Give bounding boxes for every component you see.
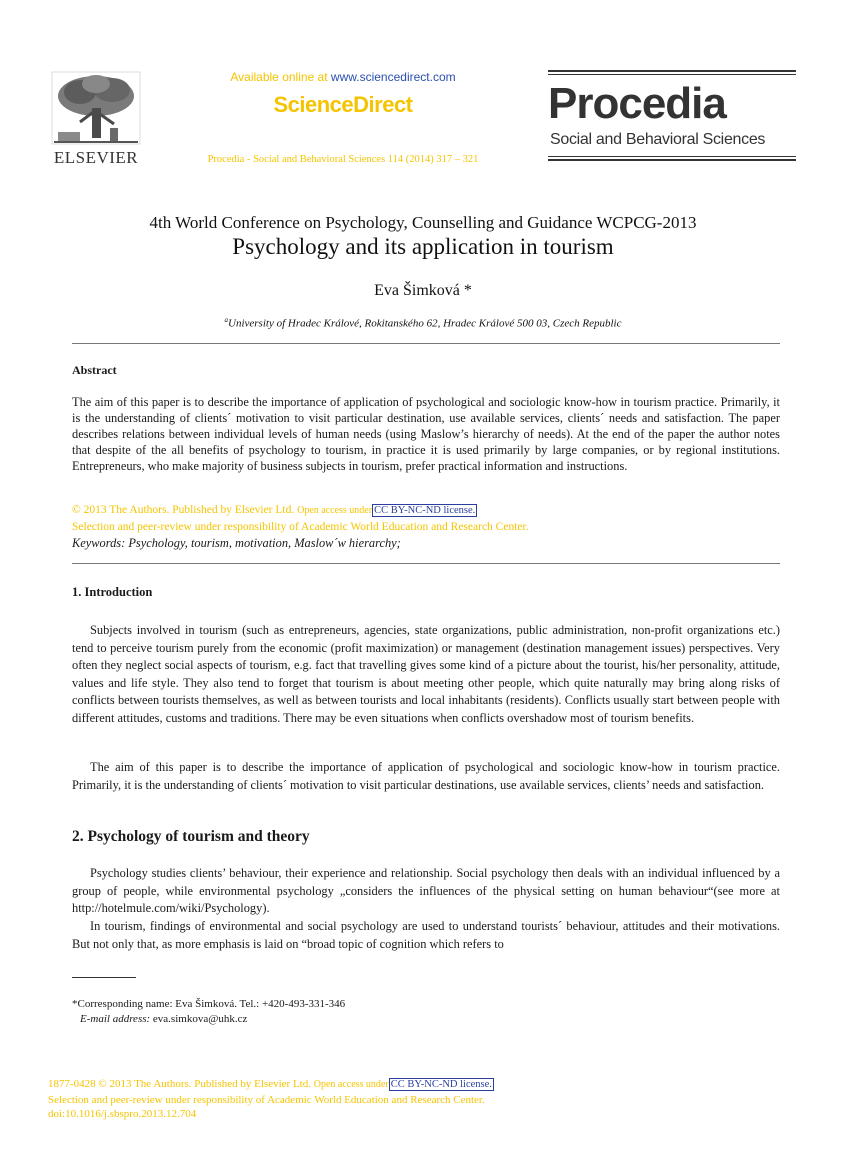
bottom-publication-info <box>48 1077 748 1122</box>
section2-paragraph-1: Psychology studies clients’ behaviour, their experience and relationship. Social psychology then deals with an individual influenced by a group of people, while environmental psychology „considers the influences of the physical setting on human behaviour“(see more at http://hotelmule.com/wiki/Psychology). <box>72 866 780 916</box>
available-prefix: Available online at <box>230 70 328 84</box>
section2-heading: 2. Psychology of tourism and theory <box>72 828 310 845</box>
section2-paragraph-2: In tourism, findings of environmental and social psychology are used to understand tourists´ behaviour, attitudes and their motivations. But not only that, as more emphasis is laid on “broad topic of cognition which refers to <box>72 919 780 951</box>
intro-paragraph-2: The aim of this paper is to describe the importance of application of psychological and sociologic know-how in tourism practice. Primarily, it is the understanding of clients´ motivation to visit particular destinations, use available services, clients’ needs and satisfaction. <box>72 760 780 792</box>
email-address[interactable]: eva.simkova@uhk.cz <box>152 1013 248 1025</box>
procedia-top-rule-thin <box>548 74 796 75</box>
abstract-text: The aim of this paper is to describe the importance of application of psychological and sociologic know-how in tourism practice. Primarily, it is the understanding of clients´ motivation to visit particular destination, use available services, clients´ needs and satisfaction. The paper describes relations between individual levels of human needs (using Maslow’s hierarchy of needs). At the end of the paper the author notes that despite of the all benefits of psychology to tourism, in practice it is used primarily by large companies, or by regional institutions. Entrepreneurs, who make majority of business subjects in tourism, prefer practical information and instructions. <box>72 395 780 473</box>
affiliation-marker: a <box>224 316 228 324</box>
footnote-rule <box>72 977 136 978</box>
bottom-license-link[interactable]: CC BY-NC-ND license. <box>390 1079 492 1090</box>
copyright-text: © 2013 The Authors. Published by Elsevier Ltd. <box>72 504 295 516</box>
journal-reference: Procedia - Social and Behavioral Sciences 114 (2014) 317 – 321 <box>207 154 479 165</box>
procedia-subtitle: Social and Behavioral Sciences <box>550 131 766 148</box>
divider-top <box>72 343 780 344</box>
paper-title: Psychology and its application in tourism <box>232 234 614 259</box>
procedia-logo <box>548 70 796 162</box>
open-access-text: Open access under <box>297 505 373 516</box>
peer-review-line: Selection and peer-review under responsibility of Academic World Education and Research Center. <box>72 521 529 533</box>
doi[interactable]: doi:10.1016/j.sbspro.2013.12.704 <box>48 1108 197 1120</box>
affiliation <box>40 316 806 330</box>
divider-bottom <box>72 563 780 564</box>
email-label: E-mail address: <box>80 1013 151 1025</box>
elsevier-wordmark: ELSEVIER <box>53 148 139 167</box>
sciencedirect-url[interactable]: www.sciencedirect.com <box>330 70 456 84</box>
bottom-open-access: Open access under <box>313 1079 389 1090</box>
issn-text: 1877-0428 © 2013 The Authors. Published by Elsevier Ltd. <box>48 1078 311 1090</box>
keywords: Keywords: Psychology, tourism, motivation, Maslow´w hierarchy; <box>72 536 401 550</box>
conference-name: 4th World Conference on Psychology, Counselling and Guidance WCPCG-2013 <box>149 213 697 232</box>
corresponding-author: *Corresponding name: Eva Šimková. Tel.: +420-493-331-346 <box>72 998 346 1010</box>
procedia-top-rule <box>548 70 796 72</box>
sciencedirect-logo: ScienceDirect <box>273 92 413 117</box>
license-link[interactable]: CC BY-NC-ND license. <box>374 505 476 516</box>
author-name: Eva Šimková * <box>374 282 472 299</box>
procedia-bottom-rule-thin <box>548 156 796 157</box>
procedia-title: Procedia <box>548 79 726 128</box>
affiliation-text: University of Hradec Králové, Rokitanského 62, Hradec Králové 500 03, Czech Republic <box>228 317 622 330</box>
procedia-bottom-rule <box>548 159 796 161</box>
intro-heading: 1. Introduction <box>72 585 153 599</box>
copyright-line <box>72 502 780 519</box>
email-line <box>80 1013 247 1025</box>
abstract-heading: Abstract <box>72 363 117 377</box>
issn-line <box>48 1077 748 1093</box>
available-online-line <box>165 70 521 84</box>
intro-paragraph-1: Subjects involved in tourism (such as entrepreneurs, agencies, state organizations, public administration, non-profit organizations etc.) tend to perceive tourism purely from the economic (profit maximization) or management (destination management issues) perspectives. Very often they neglect social aspects of tourism, e.g. fact that travelling gives some kind of a picture about the tourist, his/her personality, attitude, values and life style. They also tend to forget that tourism is about meeting other people, which quite naturally may bring along risks of conflicts between tourists themselves, as well as between tourists and local inhabitants (residents). Conflicts usually start between people with different attitudes, customs and traditions. There may be even situations when conflicts overshadow most of tourism benefits. <box>72 623 780 725</box>
bottom-peer-review: Selection and peer-review under responsibility of Academic World Education and Research Center. <box>48 1093 485 1106</box>
elsevier-logo <box>50 70 142 166</box>
